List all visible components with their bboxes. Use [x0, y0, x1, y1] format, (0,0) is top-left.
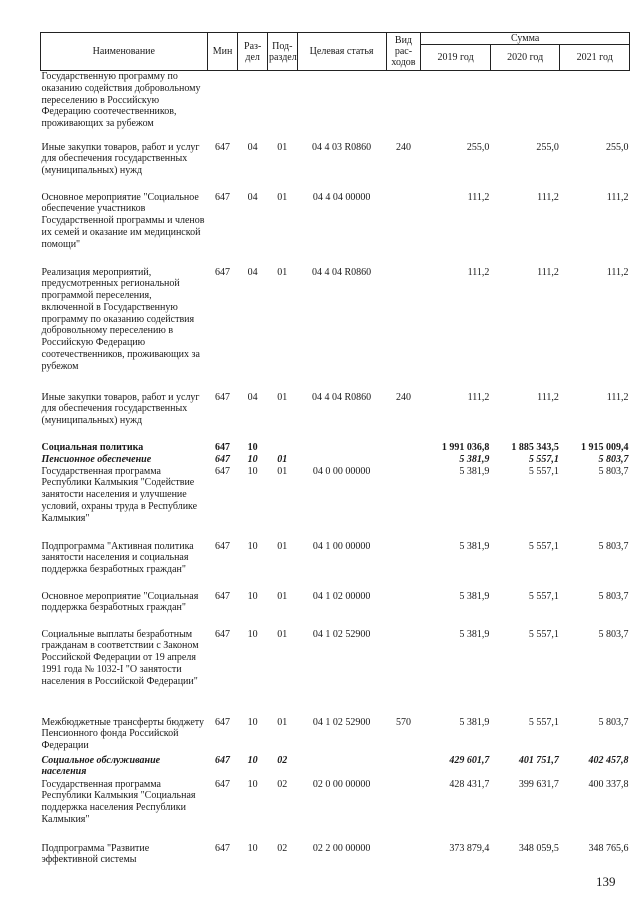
cell-name: Основное мероприятие "Социальная поддержка безработных граждан" — [41, 590, 199, 614]
cell-sum-2021: 1 915 009,4 — [581, 441, 629, 453]
cell-sum-2020: 399 631,7 — [518, 778, 559, 790]
cell-target: 04 4 04 R0860 — [312, 391, 372, 403]
cell-razdel: 10 — [247, 465, 258, 477]
col-header-podrazdel: Под-раздел — [267, 33, 297, 71]
cell-vid — [386, 267, 421, 392]
cell-razdel — [238, 71, 268, 142]
cell-sum-2020: 1 885 343,5 — [511, 441, 559, 453]
cell-min: 647 — [215, 754, 230, 766]
cell-sum-2021: 111,2 — [606, 266, 629, 278]
table-row — [41, 717, 630, 755]
cell-sum-2019: 255,0 — [466, 141, 490, 153]
cell-target: 02 0 00 00000 — [312, 778, 371, 790]
col-header-year-2: 2020 год — [490, 45, 560, 71]
cell-sum-2019: 111,2 — [467, 391, 490, 403]
table-row — [41, 755, 630, 779]
cell-vid — [386, 779, 421, 843]
cell-target — [297, 71, 386, 142]
cell-sum-2020: 111,2 — [537, 191, 559, 203]
cell-razdel: 10 — [247, 778, 258, 790]
cell-vid — [386, 454, 421, 466]
cell-podrazdel: 02 — [277, 842, 288, 854]
cell-target: 04 1 02 52900 — [312, 628, 371, 640]
table-row — [41, 541, 630, 591]
cell-podrazdel: 01 — [277, 391, 288, 403]
cell-target: 04 4 03 R0860 — [312, 141, 372, 153]
cell-razdel: 10 — [247, 441, 258, 453]
cell-name: Межбюджетные трансферты бюджету Пенсионного фонда Российской Федерации — [41, 716, 205, 752]
cell-sum-2019: 5 381,9 — [459, 628, 490, 640]
cell-vid — [386, 442, 421, 454]
cell-sum-2020: 5 557,1 — [528, 590, 559, 602]
cell-sum-2020: 255,0 — [536, 141, 559, 153]
cell-sum-2020: 401 751,7 — [518, 754, 559, 766]
cell-podrazdel — [267, 442, 297, 454]
cell-min — [207, 71, 238, 142]
col-header-sum: Сумма — [421, 33, 630, 45]
cell-min: 647 — [215, 842, 230, 854]
cell-target — [297, 755, 386, 779]
cell-razdel: 10 — [247, 754, 258, 766]
table-body — [41, 71, 630, 873]
cell-sum-2020: 5 557,1 — [528, 453, 559, 465]
cell-min: 647 — [215, 141, 230, 153]
cell-vid: 570 — [395, 716, 411, 728]
cell-sum-2021: 255,0 — [606, 141, 629, 153]
cell-sum-2021: 5 803,7 — [598, 628, 629, 640]
cell-sum-2020: 111,2 — [537, 266, 559, 278]
cell-podrazdel: 01 — [277, 453, 288, 465]
budget-table — [40, 32, 630, 873]
cell-vid — [386, 591, 421, 629]
cell-min: 647 — [215, 778, 230, 790]
cell-vid — [386, 629, 421, 717]
cell-podrazdel: 01 — [277, 628, 288, 640]
col-header-razdel: Раз-дел — [238, 33, 268, 71]
cell-name: Государственная программа Республики Калмыкия "Социальная поддержка населения Республики Калмыкия" — [41, 778, 196, 825]
table-row — [41, 466, 630, 541]
cell-min: 647 — [215, 266, 230, 278]
cell-target: 02 2 00 00000 — [312, 842, 371, 854]
table-row — [41, 454, 630, 466]
cell-min: 647 — [215, 441, 230, 453]
cell-sum-2021 — [560, 71, 630, 142]
cell-name: Иные закупки товаров, работ и услуг для обеспечения государственных (муниципальных) нужд — [41, 141, 200, 177]
table-row — [41, 192, 630, 267]
cell-sum-2021: 5 803,7 — [598, 453, 629, 465]
cell-min: 647 — [215, 628, 230, 640]
cell-name: Социальная политика — [41, 441, 144, 453]
cell-podrazdel: 01 — [277, 141, 288, 153]
table-row — [41, 71, 630, 142]
cell-vid — [386, 192, 421, 267]
cell-min: 647 — [215, 391, 230, 403]
cell-podrazdel: 01 — [277, 540, 288, 552]
cell-name: Социальное обслуживание населения — [41, 754, 161, 778]
cell-podrazdel: 01 — [277, 590, 288, 602]
cell-razdel: 10 — [247, 628, 258, 640]
cell-sum-2019 — [421, 71, 491, 142]
cell-name: Пенсионное обеспечение — [41, 453, 152, 465]
cell-sum-2019: 429 601,7 — [449, 754, 490, 766]
cell-min: 647 — [215, 590, 230, 602]
cell-sum-2020 — [490, 71, 560, 142]
cell-min: 647 — [215, 716, 230, 728]
cell-razdel: 04 — [247, 391, 258, 403]
cell-name: Государственная программа Республики Калмыкия "Содействие занятости населения и улучшение условий, охраны труда в Республике Калмыкия" — [41, 465, 198, 524]
cell-vid — [386, 843, 421, 873]
cell-podrazdel: 02 — [277, 754, 288, 766]
cell-razdel: 04 — [247, 141, 258, 153]
col-header-year-1: 2019 год — [421, 45, 491, 71]
cell-target: 04 4 04 00000 — [312, 191, 371, 203]
cell-razdel: 04 — [247, 191, 258, 203]
cell-sum-2021: 5 803,7 — [598, 540, 629, 552]
cell-name: Государственную программу по оказанию содействия добровольному переселению в Российскую Федерацию соотечественников, проживающих за рубежом — [41, 71, 201, 130]
cell-podrazdel: 02 — [277, 778, 288, 790]
cell-razdel: 10 — [247, 453, 258, 465]
table-row — [41, 843, 630, 873]
table-row — [41, 442, 630, 454]
table-row — [41, 267, 630, 392]
cell-razdel: 10 — [247, 716, 258, 728]
cell-razdel: 10 — [247, 842, 258, 854]
cell-podrazdel: 01 — [277, 465, 288, 477]
cell-sum-2020: 111,2 — [537, 391, 559, 403]
cell-sum-2020: 348 059,5 — [518, 842, 559, 854]
cell-sum-2019: 5 381,9 — [459, 716, 490, 728]
col-header-name: Наименование — [41, 33, 208, 71]
cell-podrazdel — [267, 71, 297, 142]
cell-name: Социальные выплаты безработным гражданам в соответствии с Законом Российской Федерации от 19 апреля 1991 года № 1032-I "О занятости населения в Российской Федерации" — [41, 628, 199, 687]
cell-target: 04 4 04 R0860 — [312, 266, 372, 278]
cell-vid — [386, 755, 421, 779]
page-number: 139 — [596, 874, 616, 889]
table-row — [41, 591, 630, 629]
cell-sum-2019: 111,2 — [467, 191, 490, 203]
table-row — [41, 629, 630, 717]
cell-sum-2021: 5 803,7 — [598, 465, 629, 477]
cell-target: 04 1 02 00000 — [312, 590, 371, 602]
cell-target — [297, 442, 386, 454]
cell-sum-2019: 1 991 036,8 — [441, 441, 490, 453]
cell-target: 04 1 00 00000 — [312, 540, 371, 552]
cell-sum-2019: 5 381,9 — [459, 465, 490, 477]
cell-razdel: 04 — [247, 266, 258, 278]
cell-vid: 240 — [395, 141, 411, 153]
cell-sum-2021: 348 765,6 — [588, 842, 629, 854]
cell-podrazdel: 01 — [277, 191, 288, 203]
col-header-min: Мин — [207, 33, 238, 71]
cell-podrazdel: 01 — [277, 266, 288, 278]
cell-podrazdel: 01 — [277, 716, 288, 728]
cell-sum-2021: 111,2 — [606, 191, 629, 203]
cell-min: 647 — [215, 191, 230, 203]
cell-name: Реализация мероприятий, предусмотренных региональной программой переселения, включенной в Государственную программу по оказанию содействия добровольному переселению в Российскую Федерацию соотечественников, проживающих за рубежом — [41, 266, 200, 372]
cell-target: 04 0 00 00000 — [312, 465, 371, 477]
cell-sum-2019: 5 381,9 — [459, 540, 490, 552]
cell-sum-2021: 5 803,7 — [598, 716, 629, 728]
cell-sum-2021: 111,2 — [606, 391, 629, 403]
col-header-target: Целевая статья — [297, 33, 386, 71]
cell-razdel: 10 — [247, 540, 258, 552]
cell-vid — [386, 71, 421, 142]
cell-sum-2019: 111,2 — [467, 266, 490, 278]
cell-min: 647 — [215, 465, 230, 477]
cell-razdel: 10 — [247, 590, 258, 602]
cell-sum-2020: 5 557,1 — [528, 628, 559, 640]
table-row — [41, 392, 630, 442]
cell-vid: 240 — [395, 391, 411, 403]
table-row — [41, 779, 630, 843]
cell-target: 04 1 02 52900 — [312, 716, 371, 728]
cell-name: Основное мероприятие "Социальное обеспечение участников Государственной программы и членов их семей и оказание им медицинской помощи" — [41, 191, 205, 250]
cell-vid — [386, 541, 421, 591]
cell-min: 647 — [215, 453, 230, 465]
cell-target — [297, 454, 386, 466]
cell-sum-2021: 5 803,7 — [598, 590, 629, 602]
cell-sum-2021: 402 457,8 — [588, 754, 629, 766]
col-header-year-3: 2021 год — [560, 45, 630, 71]
cell-sum-2020: 5 557,1 — [528, 540, 559, 552]
cell-name: Подпрограмма "Активная политика занятости населения и социальная поддержка безработных граждан" — [41, 540, 194, 576]
cell-sum-2019: 5 381,9 — [459, 453, 490, 465]
cell-vid — [386, 466, 421, 541]
table-row — [41, 142, 630, 192]
cell-sum-2019: 5 381,9 — [459, 590, 490, 602]
table-header — [41, 33, 630, 71]
cell-sum-2020: 5 557,1 — [528, 465, 559, 477]
cell-min: 647 — [215, 540, 230, 552]
cell-sum-2020: 5 557,1 — [528, 716, 559, 728]
cell-sum-2021: 400 337,8 — [588, 778, 629, 790]
col-header-vid: Вид рас-ходов — [386, 33, 421, 71]
cell-sum-2019: 428 431,7 — [449, 778, 490, 790]
cell-name: Подпрограмма "Развитие эффективной системы — [41, 842, 150, 866]
cell-name: Иные закупки товаров, работ и услуг для обеспечения государственных (муниципальных) нужд — [41, 391, 200, 427]
cell-sum-2019: 373 879,4 — [449, 842, 490, 854]
